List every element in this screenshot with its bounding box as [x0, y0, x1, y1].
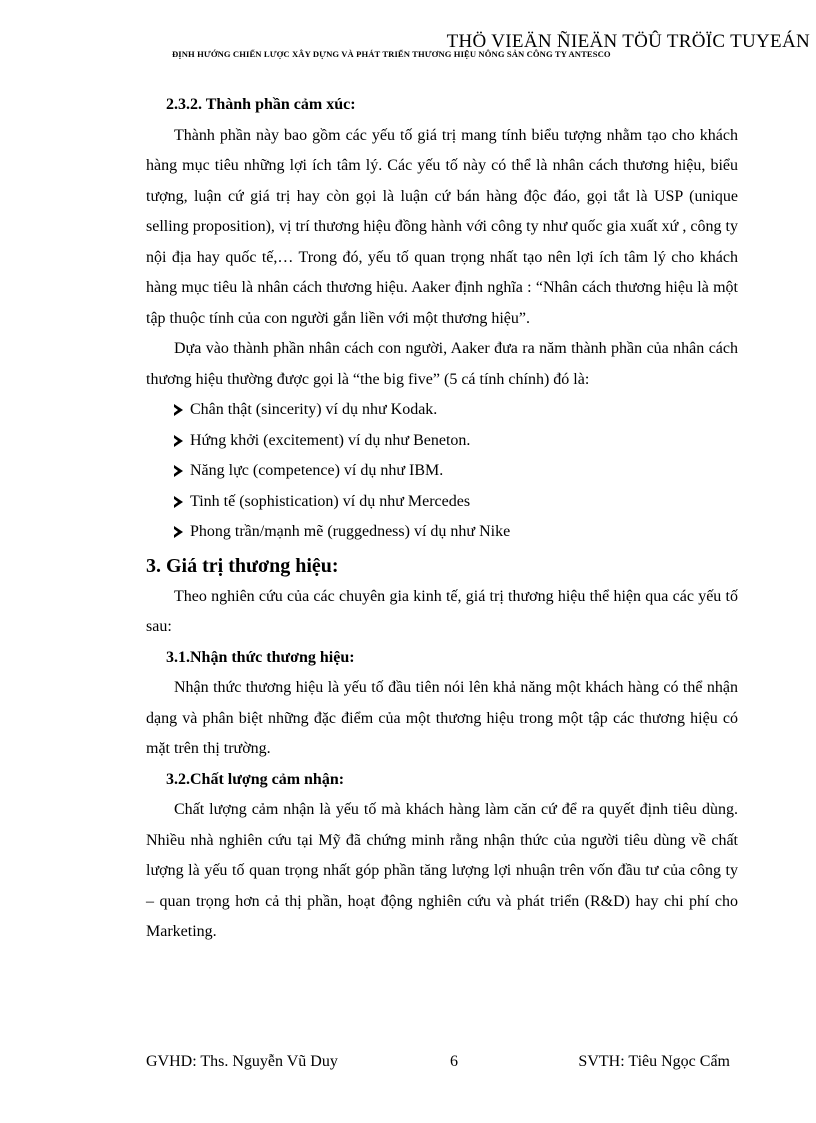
- footer-advisor: GVHD: Ths. Nguyễn Vũ Duy: [146, 1053, 338, 1070]
- section-heading-3: 3. Giá trị thương hiệu:: [146, 554, 339, 577]
- list-item: [146, 456, 738, 487]
- paragraph: Dựa vào thành phần nhân cách con người, Aaker đưa ra năm thành phần của nhân cách thương hiệu thường được gọi là “the big five” (5 cá tính chính) đó là:: [146, 340, 738, 388]
- paragraph: Chất lượng cảm nhận là yếu tố mà khách hàng làm căn cứ để ra quyết định tiêu dùng. Nhiều nhà nghiên cứu tại Mỹ đã chứng minh rằng nhận thức của người tiêu dùng về chất lượng là yếu tố quan trọng nhất góp phần tăng lượng lợi nhuận trên vốn đầu tư của công ty – quan trọng hơn cả thị phần, hoạt động nghiên cứu và phát triển (R&D) hay chi phí cho Marketing.: [146, 801, 738, 940]
- paragraph: Thành phần này bao gồm các yếu tố giá trị mang tính biểu tượng nhằm tạo cho khách hàng mục tiêu những lợi ích tâm lý. Các yếu tố này có thể là nhân cách thương hiệu, biểu tượng, luận cứ giá trị hay còn gọi là luận cứ bán hàng độc đáo, gọi tắt là USP (unique selling proposition), vị trí thương hiệu đồng hành với công ty như quốc gia xuất xứ , công ty nội địa hay quốc tế,… Trong đó, yếu tố quan trọng nhất tạo nên lợi ích tâm lý cho khách hàng mục tiêu là nhân cách thương hiệu. Aaker định nghĩa : “Nhân cách thương hiệu là một tập thuộc tính của con người gắn liền với một thương hiệu”.: [146, 126, 738, 327]
- list-item-text: Hứng khởi (excitement) ví dụ như Beneton.: [190, 431, 471, 449]
- section-heading-3-1: 3.1.Nhận thức thương hiệu:: [166, 648, 355, 666]
- list-item-text: Năng lực (competence) ví dụ như IBM.: [190, 462, 444, 479]
- list-item-text: Tinh tế (sophistication) ví dụ như Mercedes: [190, 492, 471, 510]
- bullet-list: [146, 395, 738, 548]
- list-item: [146, 517, 738, 548]
- list-item: [146, 487, 738, 518]
- running-header: ĐỊNH HƯỚNG CHIẾN LƯỢC XÂY DỰNG VÀ PHÁT TRIỂN THƯƠNG HIỆU NÔNG SẢN CÔNG TY ANTESCO: [172, 49, 611, 59]
- page-number: 6: [450, 1053, 458, 1070]
- list-item-text: Chân thật (sincerity) ví dụ như Kodak.: [190, 401, 438, 418]
- paragraph: Theo nghiên cứu của các chuyên gia kinh tế, giá trị thương hiệu thể hiện qua các yếu tố sau:: [146, 587, 738, 635]
- watermark-text: THÖ VIEÄN ÑIEÄN TÖÛ TRÖÏC TUYEÁN: [446, 31, 810, 52]
- section-heading-2-3-2: 2.3.2. Thành phần cảm xúc:: [166, 96, 356, 113]
- arrow-bullet-icon: [174, 404, 183, 416]
- footer-student: SVTH: Tiêu Ngọc Cẩm: [578, 1053, 730, 1070]
- section-heading-3-2: 3.2.Chất lượng cảm nhận:: [166, 770, 345, 788]
- list-item: [146, 426, 738, 457]
- paragraph: Nhận thức thương hiệu là yếu tố đầu tiên nói lên khả năng một khách hàng có thể nhận dạng và phân biệt những đặc điểm của một thương hiệu trong một tập các thương hiệu có mặt trên thị trường.: [146, 679, 738, 757]
- list-item-text: Phong trần/mạnh mẽ (ruggedness) ví dụ như Nike: [190, 523, 511, 540]
- arrow-bullet-icon: [174, 496, 183, 508]
- list-item: [146, 395, 738, 426]
- page-content: [146, 90, 738, 948]
- arrow-bullet-icon: [174, 465, 183, 477]
- arrow-bullet-icon: [174, 435, 183, 447]
- arrow-bullet-icon: [174, 526, 183, 538]
